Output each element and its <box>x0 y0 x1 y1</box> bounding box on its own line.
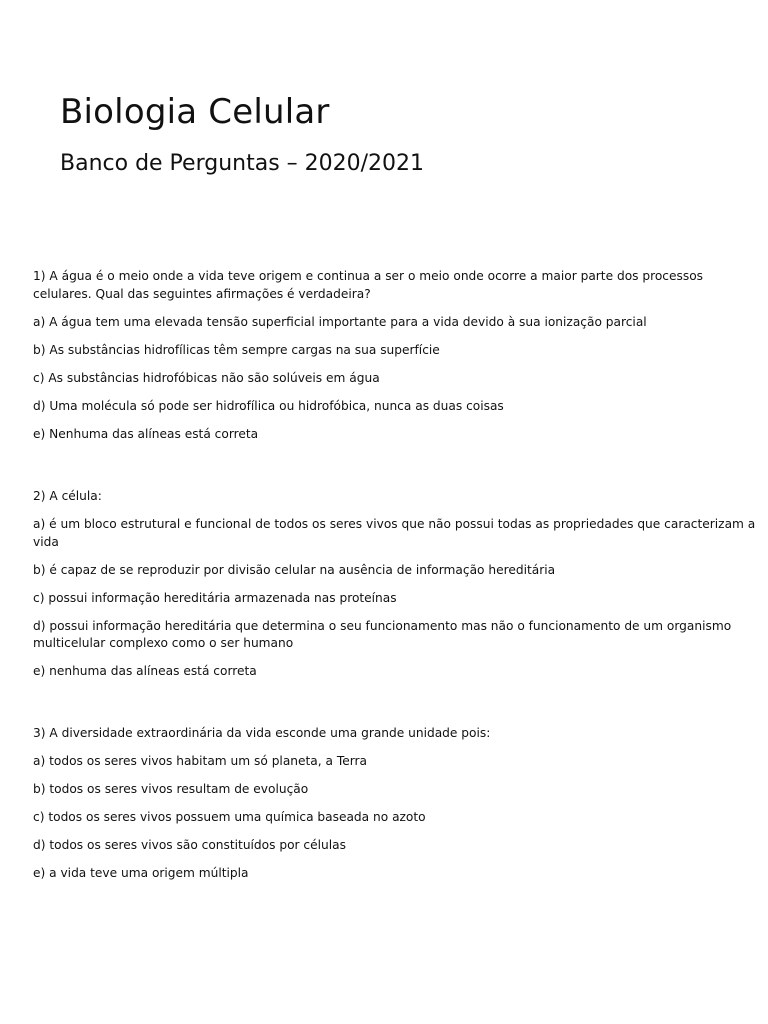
question-3-option-c: c) todos os seres vivos possuem uma química baseada no azoto <box>33 810 426 824</box>
question-3-text: 3) A diversidade extraordinária da vida esconde uma grande unidade pois: <box>33 725 491 740</box>
question-list <box>33 268 763 893</box>
question-1 <box>33 268 763 444</box>
question-3 <box>33 725 763 883</box>
question-2 <box>33 488 763 681</box>
question-3-option-d: d) todos os seres vivos são constituídos por células <box>33 838 346 852</box>
document-subtitle: Banco de Perguntas – 2020/2021 <box>60 151 425 176</box>
question-1-text: 1) A água é o meio onde a vida teve origem e continua a ser o meio onde ocorre a maior parte dos processos celulares. Qual das seguintes afirmações é verdadeira? <box>33 269 704 301</box>
question-2-option-d: d) possui informação hereditária que determina o seu funcionamento mas não o funcionamento de um organismo multicelular complexo como o ser humano <box>33 618 732 650</box>
question-1-option-b: b) As substâncias hidrofílicas têm sempre cargas na sua superfície <box>33 343 440 357</box>
question-1-option-e: e) Nenhuma das alíneas está correta <box>33 427 259 441</box>
question-3-option-b: b) todos os seres vivos resultam de evolução <box>33 782 309 796</box>
question-1-option-a: a) A água tem uma elevada tensão superficial importante para a vida devido à sua ionização parcial <box>33 315 647 329</box>
question-2-option-c: c) possui informação hereditária armazenada nas proteínas <box>33 590 397 605</box>
question-1-option-c: c) As substâncias hidrofóbicas não são solúveis em água <box>33 371 380 385</box>
question-2-option-a: a) é um bloco estrutural e funcional de todos os seres vivos que não possui todas as propriedades que caracterizam a vida <box>33 517 756 549</box>
question-3-option-a: a) todos os seres vivos habitam um só planeta, a Terra <box>33 754 367 768</box>
question-2-text: 2) A célula: <box>33 488 102 503</box>
document-title: Biologia Celular <box>60 92 330 132</box>
question-2-option-b: b) é capaz de se reproduzir por divisão celular na ausência de informação hereditária <box>33 562 556 577</box>
question-3-option-e: e) a vida teve uma origem múltipla <box>33 866 249 880</box>
question-1-option-d: d) Uma molécula só pode ser hidrofílica ou hidrofóbica, nunca as duas coisas <box>33 399 504 413</box>
question-2-option-e: e) nenhuma das alíneas está correta <box>33 664 257 678</box>
